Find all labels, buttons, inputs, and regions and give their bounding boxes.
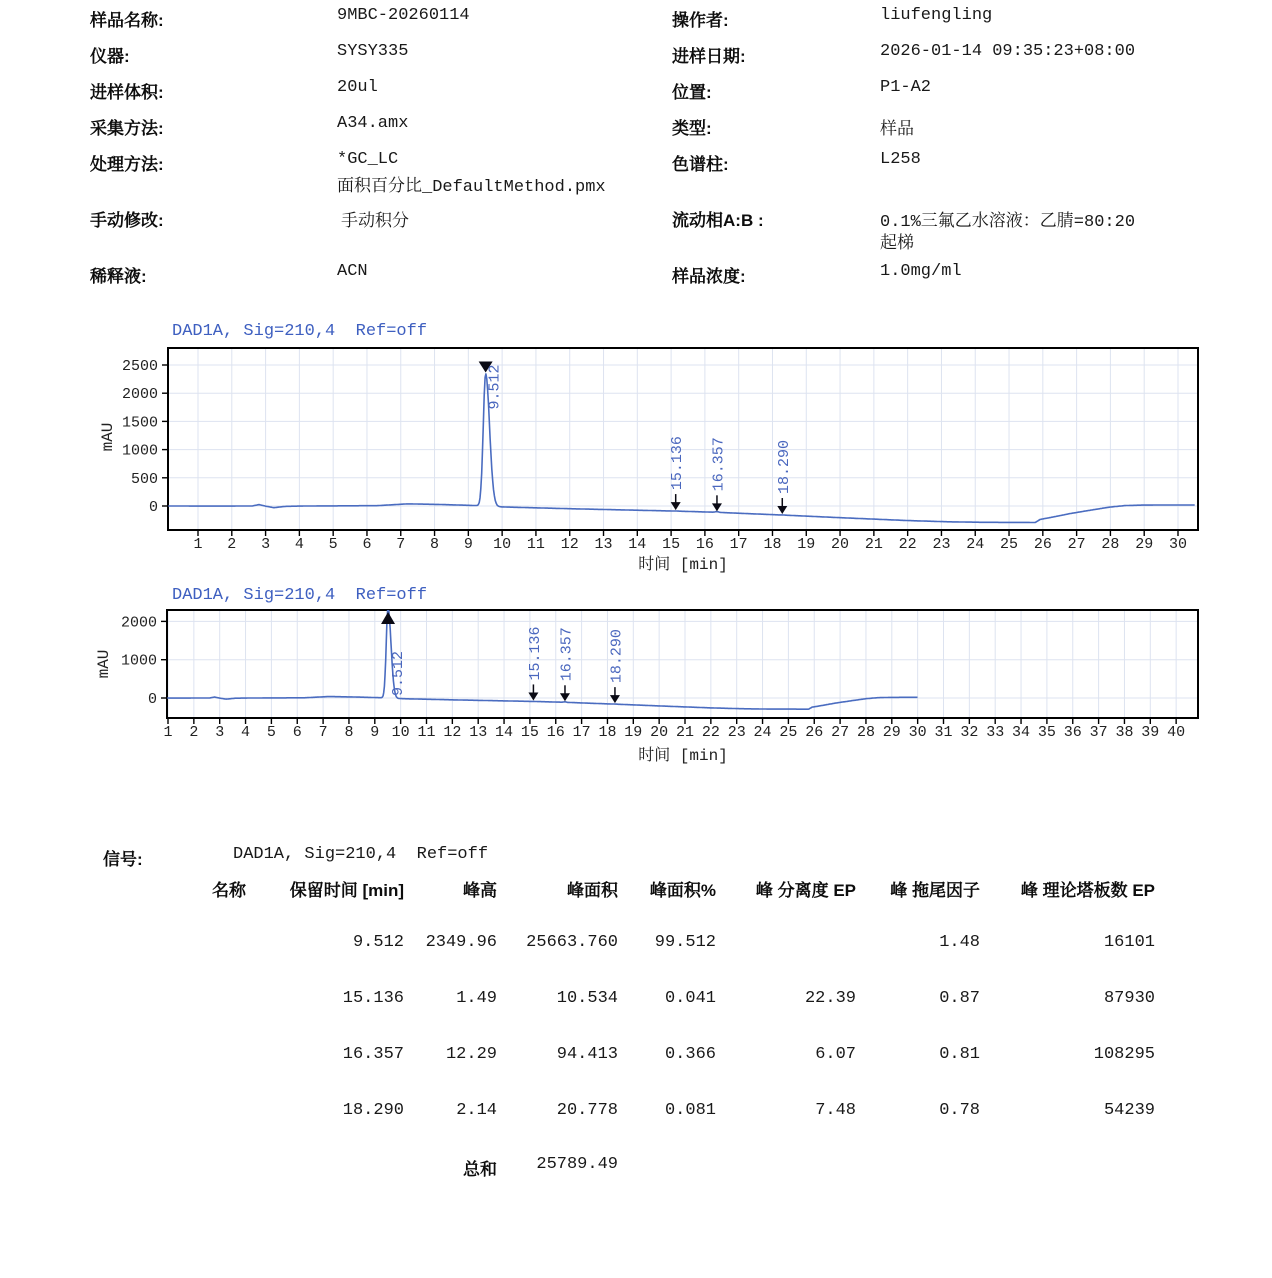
header-peak-area-percent: 峰面积%	[649, 881, 716, 900]
svg-text:37: 37	[1089, 724, 1108, 741]
svg-text:10: 10	[493, 536, 512, 553]
peak-marker-15.136	[669, 436, 686, 510]
cell: 1.48	[939, 933, 980, 952]
header-retention-time: 保留时间 [min]	[289, 881, 404, 900]
svg-text:18: 18	[598, 724, 617, 741]
svg-text:12: 12	[443, 724, 462, 741]
table-row-peak-2	[90, 989, 1155, 1011]
meta-value-instrument: SYSY335	[337, 42, 409, 61]
svg-text:18: 18	[763, 536, 782, 553]
svg-text:23: 23	[727, 724, 746, 741]
svg-text:24: 24	[753, 724, 772, 741]
svg-text:38: 38	[1115, 724, 1134, 741]
svg-text:25: 25	[1000, 536, 1019, 553]
svg-text:2: 2	[189, 724, 199, 741]
cell: 16.357	[342, 1045, 404, 1064]
svg-text:1500: 1500	[121, 414, 158, 432]
meta-label-acq-method: 采集方法:	[90, 119, 164, 138]
svg-text:1: 1	[163, 724, 173, 741]
svg-text:27: 27	[1067, 536, 1086, 553]
svg-text:29: 29	[882, 724, 901, 741]
peak-marker-18.290	[776, 440, 793, 514]
meta-value-manual-edit: 手动积分	[341, 213, 409, 232]
meta-label-manual-edit: 手动修改:	[90, 211, 164, 230]
cell: 94.413	[556, 1045, 618, 1064]
table-row-peak-1	[90, 933, 1155, 955]
svg-text:27: 27	[831, 724, 850, 741]
chart1-y-axis-label: mAU	[99, 422, 117, 452]
meta-label-diluent: 稀释液:	[90, 267, 147, 286]
table-header-row	[90, 876, 1155, 898]
cell: 22.39	[804, 989, 856, 1008]
table-row-peak-4	[90, 1101, 1155, 1123]
svg-text:29: 29	[1135, 536, 1154, 553]
svg-text:6: 6	[292, 724, 302, 741]
svg-text:17: 17	[729, 536, 748, 553]
cell: 20.778	[556, 1101, 618, 1120]
cell: 0.78	[939, 1101, 980, 1120]
cell: 9.512	[352, 933, 404, 952]
meta-label-sample-concentration: 样品浓度:	[672, 267, 746, 286]
svg-text:21: 21	[864, 536, 883, 553]
peak-apex-arrow-icon	[381, 612, 395, 624]
meta-value-proc-method-line1: *GC_LC	[337, 150, 399, 169]
cell: 16101	[1103, 933, 1155, 952]
svg-text:0: 0	[147, 691, 157, 708]
svg-text:16: 16	[695, 536, 714, 553]
cell	[246, 1155, 404, 1180]
peak-retention-label: 18.290	[775, 440, 793, 495]
gridlines	[168, 611, 1197, 717]
cell: 0.081	[664, 1101, 716, 1120]
cell: 0.366	[664, 1045, 716, 1064]
svg-text:5: 5	[328, 536, 338, 553]
meta-label-sample-name: 样品名称:	[90, 11, 164, 30]
cell: 0.041	[664, 989, 716, 1008]
svg-text:28: 28	[1101, 536, 1120, 553]
chart2-title: DAD1A, Sig=210,4 Ref=off	[172, 586, 428, 605]
axis-ticks	[161, 621, 1176, 724]
meta-value-position: P1-A2	[880, 78, 932, 97]
cell: 1.49	[456, 989, 497, 1008]
cell: 7.48	[815, 1101, 856, 1120]
peak-retention-label: 9.512	[390, 650, 408, 696]
cell: 2349.96	[425, 933, 497, 952]
axis-tick-labels	[122, 358, 1187, 553]
cell	[618, 1155, 716, 1180]
svg-text:15: 15	[662, 536, 681, 553]
svg-text:33: 33	[986, 724, 1005, 741]
cell: 54239	[1103, 1101, 1155, 1120]
meta-label-mobile-phase: 流动相A:B :	[672, 211, 764, 230]
svg-text:24: 24	[966, 536, 985, 553]
svg-text:14: 14	[495, 724, 514, 741]
svg-text:2500: 2500	[121, 358, 158, 375]
plot-border	[167, 610, 1198, 718]
peak-marker-16.357	[558, 627, 575, 701]
cell: 6.07	[815, 1045, 856, 1064]
svg-text:26: 26	[1033, 536, 1052, 553]
svg-text:10: 10	[391, 724, 410, 741]
svg-text:12: 12	[560, 536, 579, 553]
svg-text:13: 13	[469, 724, 488, 741]
peak-drop-arrow-icon	[712, 503, 722, 511]
meta-value-sample-concentration: 1.0mg/ml	[880, 262, 962, 281]
svg-text:30: 30	[908, 724, 927, 741]
svg-text:32: 32	[960, 724, 979, 741]
meta-value-sample-name: 9MBC-20260114	[337, 6, 470, 25]
meta-value-injection-volume: 20ul	[337, 78, 378, 97]
axis-tick-labels	[121, 614, 1185, 741]
meta-value-acq-method: A34.amx	[337, 114, 409, 133]
cell: 0.81	[939, 1045, 980, 1064]
svg-text:8: 8	[344, 724, 354, 741]
svg-text:30: 30	[1168, 536, 1188, 553]
header-peak-height: 峰高	[463, 881, 497, 900]
cell	[716, 1155, 856, 1180]
meta-value-column: L258	[880, 150, 921, 169]
svg-text:7: 7	[396, 536, 406, 553]
svg-text:8: 8	[430, 536, 440, 553]
peak-retention-label: 18.290	[608, 629, 626, 684]
peak-retention-label: 15.136	[669, 436, 687, 491]
svg-text:0: 0	[148, 499, 158, 516]
meta-label-type: 类型:	[672, 119, 712, 138]
cell	[90, 989, 246, 1011]
svg-text:23: 23	[932, 536, 951, 553]
meta-value-mobile-phase-line2: 起梯	[880, 235, 914, 254]
svg-text:1000: 1000	[120, 652, 157, 670]
svg-text:19: 19	[797, 536, 816, 553]
header-name: 名称	[212, 881, 246, 900]
chromatogram-1	[122, 348, 1198, 553]
header-theoretical-plates: 峰 理论塔板数 EP	[1020, 881, 1155, 900]
cell	[716, 933, 856, 955]
cell: 0.87	[939, 989, 980, 1008]
meta-label-injection-volume: 进样体积:	[90, 83, 164, 102]
meta-label-column: 色谱柱:	[672, 155, 729, 174]
svg-text:19: 19	[624, 724, 643, 741]
svg-text:13: 13	[594, 536, 613, 553]
meta-label-operator: 操作者:	[672, 11, 729, 30]
svg-text:1000: 1000	[121, 442, 158, 460]
svg-text:28: 28	[856, 724, 875, 741]
sum-value: 25789.49	[536, 1155, 618, 1174]
svg-text:4: 4	[241, 724, 251, 741]
peak-drop-arrow-icon	[777, 506, 787, 514]
table-row-peak-3	[90, 1045, 1155, 1067]
svg-text:31: 31	[934, 724, 953, 741]
peak-drop-arrow-icon	[560, 693, 570, 701]
svg-text:2000: 2000	[121, 386, 158, 404]
svg-text:9: 9	[463, 536, 473, 553]
svg-text:36: 36	[1063, 724, 1082, 741]
svg-text:5: 5	[266, 724, 276, 741]
signal-value: DAD1A, Sig=210,4 Ref=off	[233, 845, 489, 864]
svg-text:26: 26	[805, 724, 824, 741]
svg-text:39: 39	[1141, 724, 1160, 741]
svg-text:20: 20	[831, 536, 850, 553]
svg-text:22: 22	[701, 724, 720, 741]
svg-text:3: 3	[261, 536, 271, 553]
peak-retention-label: 16.357	[710, 437, 728, 492]
cell: 18.290	[342, 1101, 404, 1120]
svg-text:14: 14	[628, 536, 647, 553]
peak-marker-18.290	[608, 629, 625, 703]
cell	[980, 1155, 1155, 1180]
svg-text:11: 11	[417, 724, 436, 741]
cell: 12.29	[445, 1045, 497, 1064]
header-tailing-factor: 峰 拖尾因子	[890, 881, 980, 900]
cell: 87930	[1103, 989, 1155, 1008]
svg-text:20: 20	[650, 724, 669, 741]
cell: 15.136	[342, 989, 404, 1008]
svg-text:500: 500	[130, 470, 158, 488]
cell	[90, 1155, 246, 1180]
chart2-y-axis-label: mAU	[95, 649, 113, 679]
svg-text:35: 35	[1037, 724, 1056, 741]
svg-text:25: 25	[779, 724, 798, 741]
cell	[90, 933, 246, 955]
cell: 10.534	[556, 989, 618, 1008]
meta-value-diluent: ACN	[337, 262, 368, 281]
svg-text:21: 21	[675, 724, 695, 741]
meta-label-proc-method: 处理方法:	[90, 155, 164, 174]
chart2-x-axis-label: 时间 [min]	[638, 747, 728, 765]
peak-retention-label: 9.512	[486, 364, 504, 410]
signal-label: 信号:	[103, 850, 143, 869]
svg-text:3: 3	[215, 724, 225, 741]
meta-value-type: 样品	[880, 121, 914, 140]
cell	[856, 1155, 980, 1180]
svg-text:22: 22	[898, 536, 917, 553]
svg-text:7: 7	[318, 724, 328, 741]
header-peak-area: 峰面积	[567, 881, 618, 900]
svg-text:9: 9	[370, 724, 380, 741]
cell: 108295	[1093, 1045, 1155, 1064]
meta-value-injection-date: 2026-01-14 09:35:23+08:00	[880, 42, 1136, 61]
svg-text:4: 4	[294, 536, 304, 553]
peak-drop-arrow-icon	[610, 695, 620, 703]
cell: 25663.760	[526, 933, 618, 952]
cell: 2.14	[456, 1101, 497, 1120]
meta-value-mobile-phase-line1: 0.1%三氟乙水溶液：乙腈=80:20	[880, 213, 1136, 232]
meta-label-instrument: 仪器:	[90, 47, 130, 66]
svg-text:2000: 2000	[120, 614, 157, 632]
chart1-title: DAD1A, Sig=210,4 Ref=off	[172, 322, 428, 341]
svg-text:40: 40	[1167, 724, 1186, 741]
table-sum-row	[90, 1155, 1155, 1177]
peak-retention-label: 15.136	[526, 626, 544, 681]
meta-value-proc-method-line2: 面积百分比_DefaultMethod.pmx	[337, 178, 606, 197]
header-resolution: 峰 分离度 EP	[755, 881, 856, 900]
chromatogram-2	[121, 608, 1198, 741]
sum-label: 总和	[463, 1160, 497, 1179]
cell	[90, 1045, 246, 1067]
svg-text:1: 1	[193, 536, 203, 553]
meta-value-operator: liufengling	[880, 6, 993, 25]
svg-text:17: 17	[572, 724, 591, 741]
svg-text:2: 2	[227, 536, 237, 553]
peak-marker-16.357	[710, 437, 727, 511]
svg-text:6: 6	[362, 536, 372, 553]
chart1-x-axis-label: 时间 [min]	[638, 556, 728, 574]
meta-label-injection-date: 进样日期:	[672, 47, 746, 66]
cell	[90, 1101, 246, 1123]
peak-retention-label: 16.357	[558, 627, 576, 682]
svg-text:15: 15	[520, 724, 539, 741]
meta-label-position: 位置:	[672, 83, 712, 102]
svg-text:11: 11	[526, 536, 545, 553]
svg-text:34: 34	[1012, 724, 1031, 741]
svg-text:16: 16	[546, 724, 565, 741]
peak-marker-9.512	[479, 362, 504, 410]
cell: 99.512	[654, 933, 716, 952]
